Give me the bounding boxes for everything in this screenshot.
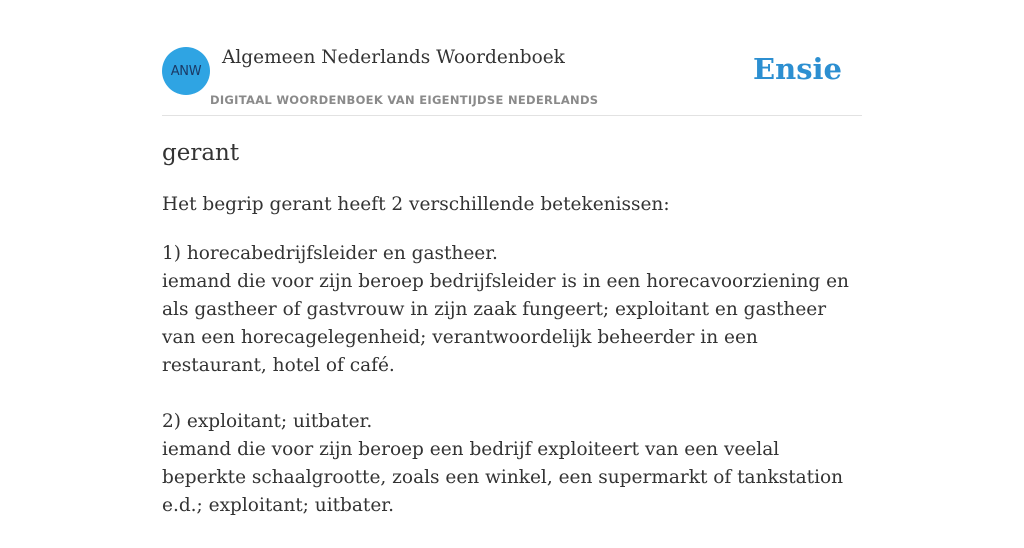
site-header	[162, 0, 862, 116]
meaning-definition: iemand die voor zijn beroep bedrijfsleider is in een horecavoorziening en als gastheer of gastvrouw in zijn zaak fungeert; exploitant en gastheer van een horecagelegenheid; verantwoordelijk beheerder in een restaurant, hotel of café.	[162, 271, 849, 376]
meaning-definition: iemand die voor zijn beroep een bedrijf exploiteert van een veelal beperkte schaalgrootte, zoals een winkel, een supermarkt of tankstation e.d.; exploitant; uitbater.	[162, 439, 844, 516]
anw-logo[interactable]	[162, 47, 210, 95]
entry-word: gerant	[162, 140, 240, 166]
ensie-brand-link[interactable]: Ensie	[753, 52, 842, 86]
meaning-item	[162, 240, 862, 380]
site-subtitle: DIGITAAL WOORDENBOEK VAN EIGENTIJDSE NEDERLANDS	[210, 93, 599, 107]
meanings-list	[162, 240, 862, 548]
site-title[interactable]: Algemeen Nederlands Woordenboek	[222, 47, 565, 68]
meaning-heading: 2) exploitant; uitbater.	[162, 411, 373, 432]
meaning-heading: 1) horecabedrijfsleider en gastheer.	[162, 243, 498, 264]
logo-text: ANW	[170, 63, 202, 79]
entry-intro: Het begrip gerant heeft 2 verschillende betekenissen:	[162, 194, 670, 215]
page-container	[162, 0, 862, 516]
meaning-item	[162, 408, 862, 520]
